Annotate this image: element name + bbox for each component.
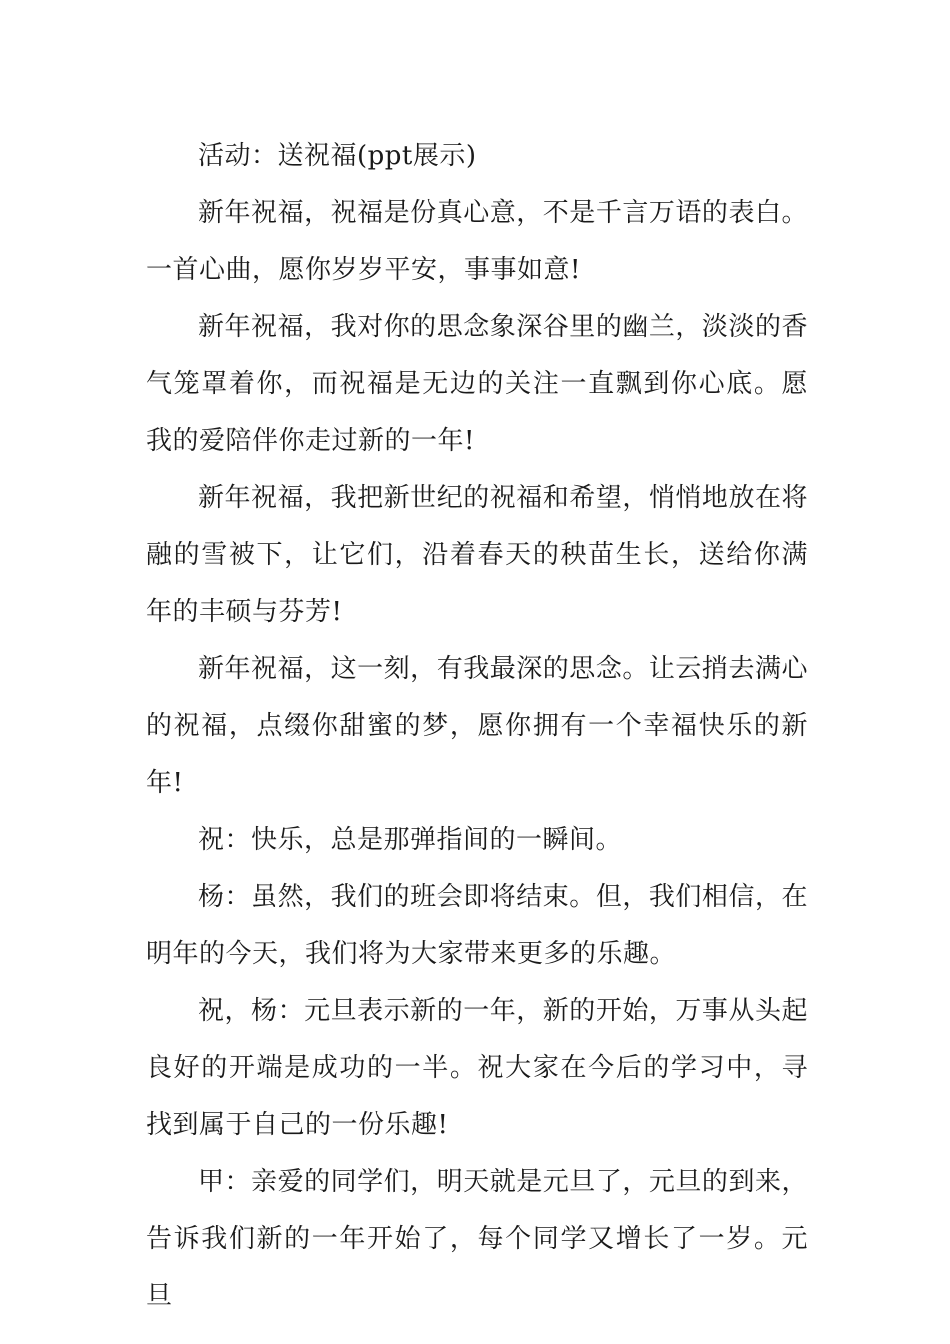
paragraph-jia-line: 甲：亲爱的同学们，明天就是元旦了，元旦的到来，告诉我们新的一年开始了，每个同学又增长了一岁。元旦: [146, 1167, 808, 1311]
paragraph-yang-line: 杨：虽然，我们的班会即将结束。但，我们相信，在明年的今天，我们将为大家带来更多的乐趣。: [146, 882, 808, 969]
paragraph-zhu-yang-line: 祝，杨：元旦表示新的一年，新的开始，万事从头起良好的开端是成功的一半。祝大家在今后的学习中，寻找到属于自己的一份乐趣!: [146, 996, 808, 1140]
paragraph-blessing-3: 新年祝福，我把新世纪的祝福和希望，悄悄地放在将融的雪被下，让它们，沿着春天的秧苗生长，送给你满年的丰硕与芬芳!: [146, 483, 808, 627]
paragraph-blessing-2: 新年祝福，我对你的思念象深谷里的幽兰，淡淡的香气笼罩着你，而祝福是无边的关注一直飘到你心底。愿我的爱陪伴你走过新的一年!: [146, 312, 808, 456]
paragraph-zhu-line: 祝：快乐，总是那弹指间的一瞬间。: [198, 825, 623, 855]
document-body: [146, 128, 808, 1325]
paragraph-blessing-1: 新年祝福，祝福是份真心意，不是千言万语的表白。一首心曲，愿你岁岁平安，事事如意!: [146, 198, 808, 285]
paragraph-blessing-4: 新年祝福，这一刻，有我最深的思念。让云捎去满心的祝福，点缀你甜蜜的梦，愿你拥有一个幸福快乐的新年!: [146, 654, 808, 798]
paragraph-activity-title: 活动：送祝福(ppt展示): [198, 141, 477, 171]
